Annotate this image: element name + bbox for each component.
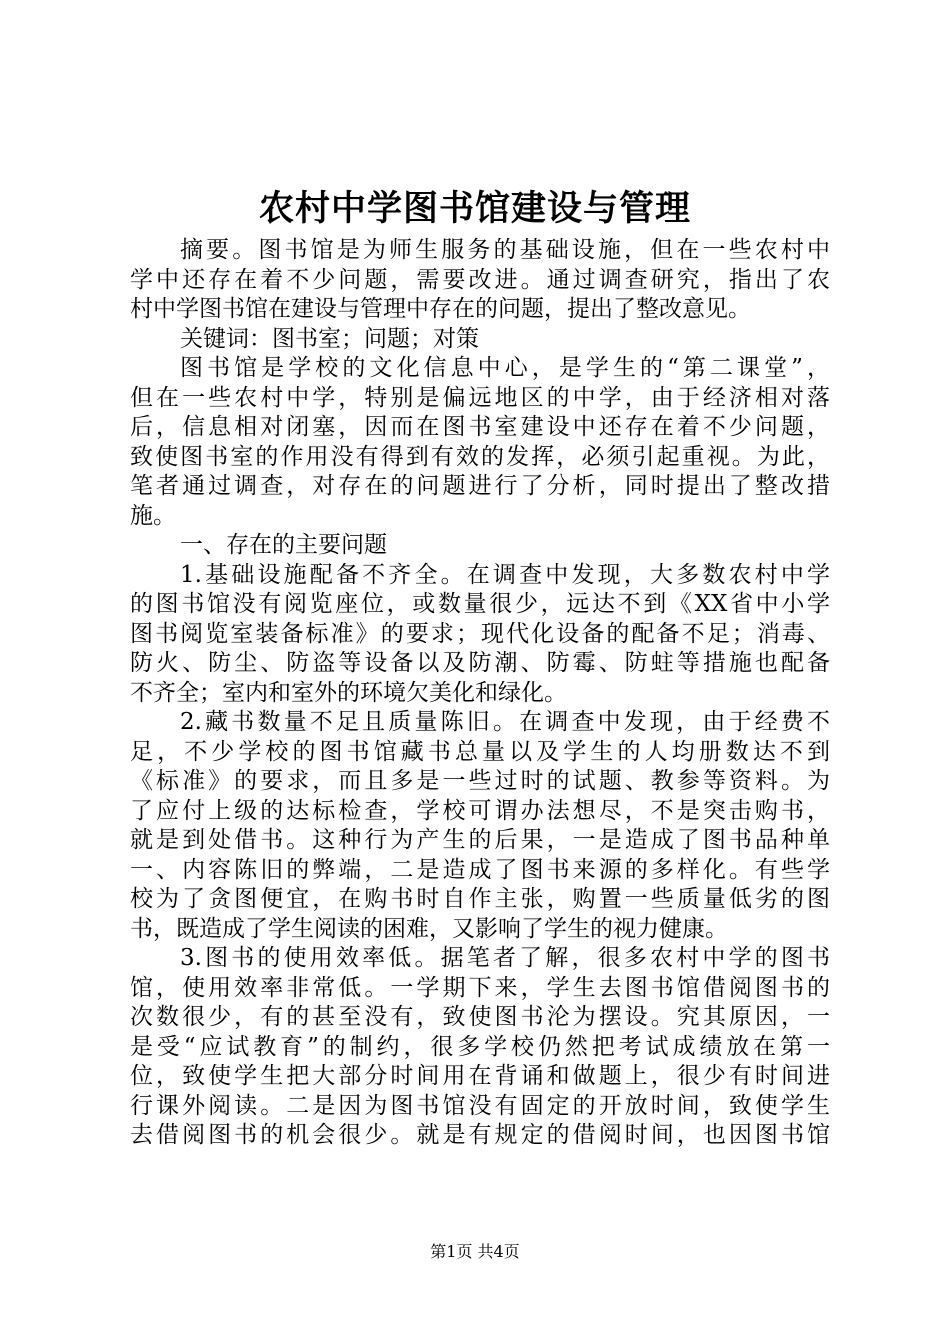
body-line: 村中学图书馆在建设与管理中存在的问题，提出了整改意见。 bbox=[130, 296, 751, 322]
body-line: 关键词：图书室；问题；对策 bbox=[180, 325, 479, 352]
body-line: 校为了贪图便宜，在购书时自作主张，购置一些质量低劣的图 bbox=[130, 886, 830, 912]
body-line: 后，信息相对闭塞，因而在图书室建设中还存在着不少问题， bbox=[130, 414, 830, 440]
body-line: 图书阅览室装备标准》的要求；现代化设备的配备不足；消毒、 bbox=[130, 620, 830, 647]
document-body bbox=[130, 236, 830, 1151]
body-line: 防火、防尘、防盗等设备以及防潮、防霉、防蛀等措施也配备 bbox=[130, 650, 830, 676]
body-line: 馆，使用效率非常低。一学期下来，学生去图书馆借阅图书的 bbox=[130, 974, 830, 1001]
body-line: 是受“应试教育”的制约，很多学校仍然把考试成绩放在第一 bbox=[130, 1033, 830, 1060]
body-line: 图书馆是学校的文化信息中心，是学生的“第二课堂”， bbox=[180, 355, 830, 381]
body-line: 致使图书室的作用没有得到有效的发挥，必须引起重视。为此， bbox=[130, 443, 830, 470]
body-line: 去借阅图书的机会很少。就是有规定的借阅时间，也因图书馆 bbox=[130, 1122, 830, 1148]
body-line: 位，致使学生把大部分时间用在背诵和做题上，很少有时间进 bbox=[130, 1063, 830, 1089]
document-title: 农村中学图书馆建设与管理 bbox=[258, 189, 691, 229]
page-footer: 第1页 共4页 bbox=[430, 1242, 520, 1261]
body-line: 不齐全；室内和室外的环境欠美化和绿化。 bbox=[130, 679, 567, 706]
body-line: 1.基础设施配备不齐全。在调查中发现，大多数农村中学 bbox=[180, 561, 830, 588]
body-line: 2.藏书数量不足且质量陈旧。在调查中发现，由于经费不 bbox=[180, 709, 830, 735]
body-line: 施。 bbox=[130, 502, 176, 529]
body-line: 行课外阅读。二是因为图书馆没有固定的开放时间，致使学生 bbox=[130, 1092, 830, 1119]
body-line: 一、存在的主要问题 bbox=[180, 532, 387, 558]
body-line: 就是到处借书。这种行为产生的后果，一是造成了图书品种单 bbox=[130, 827, 830, 853]
body-line: 足，不少学校的图书馆藏书总量以及学生的人均册数达不到 bbox=[130, 738, 830, 765]
body-line: 笔者通过调查，对存在的问题进行了分析，同时提出了整改措 bbox=[130, 473, 830, 499]
body-line: 书，既造成了学生阅读的困难，又影响了学生的视力健康。 bbox=[130, 915, 728, 942]
body-line: 的图书馆没有阅览座位，或数量很少，远达不到《XX省中小学 bbox=[130, 591, 830, 617]
body-line: 一、内容陈旧的弊端，二是造成了图书来源的多样化。有些学 bbox=[130, 856, 830, 883]
body-line: 次数很少，有的甚至没有，致使图书沦为摆设。究其原因，一 bbox=[130, 1004, 830, 1030]
body-line: 了应付上级的达标检查，学校可谓办法想尽，不是突击购书， bbox=[130, 797, 830, 824]
body-line: 学中还存在着不少问题，需要改进。通过调查研究，指出了农 bbox=[130, 266, 830, 293]
body-line: 《标准》的要求，而且多是一些过时的试题、教参等资料。为 bbox=[130, 768, 830, 794]
body-line: 但在一些农村中学，特别是偏远地区的中学，由于经济相对落 bbox=[130, 384, 830, 411]
body-line: 3.图书的使用效率低。据笔者了解，很多农村中学的图书 bbox=[180, 945, 830, 971]
body-line: 摘要。图书馆是为师生服务的基础设施，但在一些农村中 bbox=[180, 237, 830, 263]
